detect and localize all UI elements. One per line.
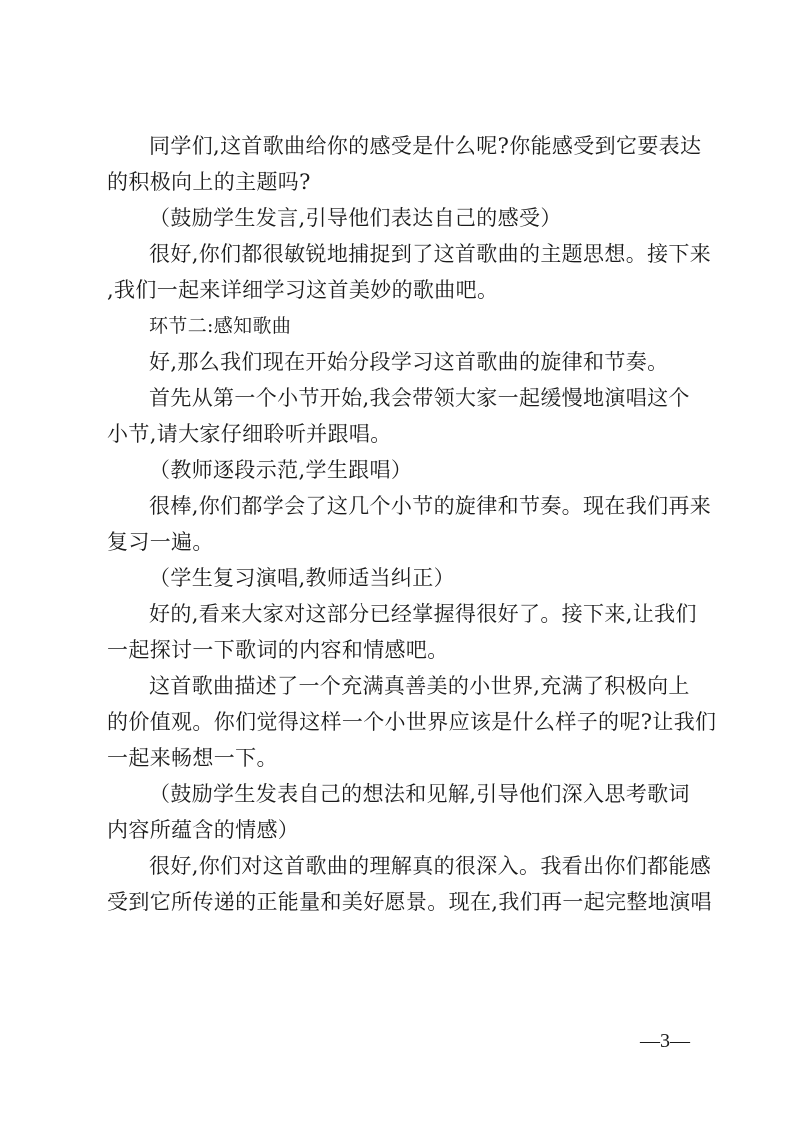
stage-direction: （鼓励学生发言,引导他们表达自己的感受） xyxy=(149,206,562,230)
paragraph-line: 小节,请大家仔细聆听并跟唱。 xyxy=(107,422,392,446)
paragraph-line: 很棒,你们都学会了这几个小节的旋律和节奏。现在我们再来 xyxy=(149,494,712,518)
paragraph-line: 受到它所传递的正能量和美好愿景。现在,我们再一起完整地演唱 xyxy=(107,890,712,914)
paragraph-line: 这首歌曲描述了一个充满真善美的小世界,充满了积极向上 xyxy=(149,674,690,698)
paragraph-line: 很好,你们对这首歌曲的理解真的很深入。我看出你们都能感 xyxy=(149,854,712,878)
paragraph-line: ,我们一起来详细学习这首美妙的歌曲吧。 xyxy=(107,278,499,302)
paragraph-line: 同学们,这首歌曲给你的感受是什么呢?你能感受到它要表达 xyxy=(149,134,702,158)
paragraph-line: 复习一遍。 xyxy=(107,530,214,554)
paragraph-line: 很好,你们都很敏锐地捕捉到了这首歌曲的主题思想。接下来 xyxy=(149,242,712,266)
paragraph-line: 一起探讨一下歌词的内容和情感吧。 xyxy=(107,638,449,662)
stage-direction: （鼓励学生发表自己的想法和见解,引导他们深入思考歌词 xyxy=(149,782,690,806)
section-heading: 环节二:感知歌曲 xyxy=(149,315,292,337)
paragraph-line: 的价值观。你们觉得这样一个小世界应该是什么样子的呢?让我们 xyxy=(107,710,717,734)
paragraph-line: 好,那么我们现在开始分段学习这首歌曲的旋律和节奏。 xyxy=(149,350,669,374)
paragraph-line: 首先从第一个小节开始,我会带领大家一起缓慢地演唱这个 xyxy=(149,386,690,410)
paragraph-line: 的积极向上的主题吗? xyxy=(107,170,311,194)
paragraph-line: 一起来畅想一下。 xyxy=(107,746,278,770)
paragraph-line: 好的,看来大家对这部分已经掌握得很好了。接下来,让我们 xyxy=(149,602,697,626)
stage-direction: （教师逐段示范,学生跟唱） xyxy=(149,458,413,482)
stage-direction: （学生复习演唱,教师适当纠正） xyxy=(149,566,455,590)
stage-direction-continuation: 内容所蕴含的情感） xyxy=(107,818,300,842)
body-text xyxy=(107,128,717,920)
page-number: —3— xyxy=(640,1030,690,1052)
